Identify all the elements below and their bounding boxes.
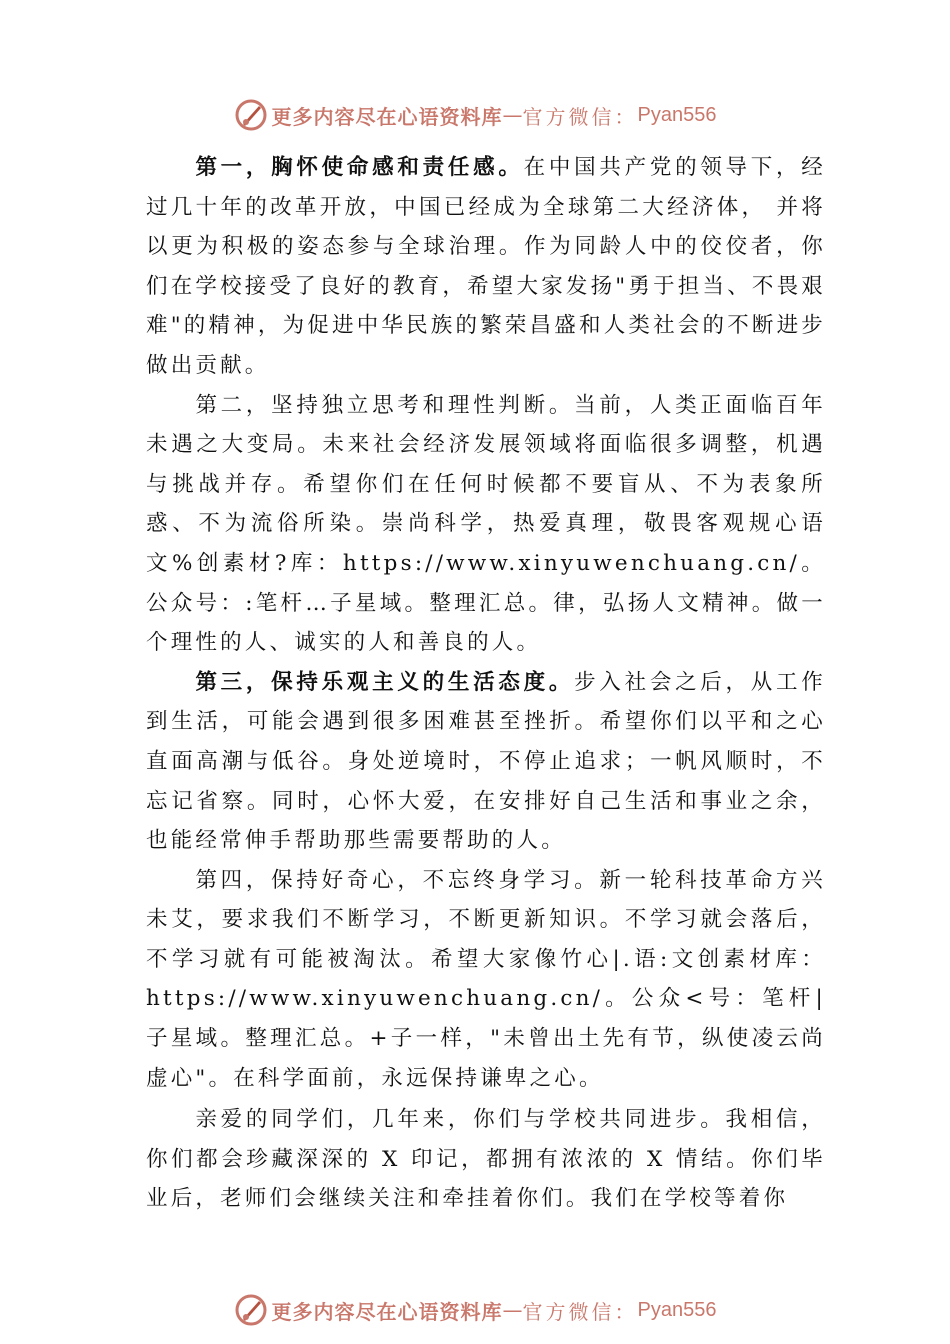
footer-brand: 更多内容尽在心语资料库 (271, 1299, 503, 1324)
paragraph-1-lead: 第一，胸怀使命感和责任感。 (195, 155, 524, 180)
footer-wechat-id: Pyan556 (637, 1298, 717, 1321)
footer-banner (0, 1290, 950, 1330)
brush-logo-icon (234, 98, 268, 132)
header-official-label: 官方微信： (522, 104, 638, 129)
header-wechat-id: Pyan556 (637, 103, 717, 126)
paragraph-4-text: 第四，保持好奇心，不忘终身学习。新一轮科技革命方兴未艾，要求我们不断学习，不断更新知识。不学习就会落后，不学习就有可能被淘汰。希望大家像竹心|.语:文创素材库：https://www.xinyuwenchuang.cn/。公众<号：笔杆|子星域。整理汇总。+子一样，"未曾出土先有节，纵使凌云尚虚心"。在科学面前，永远保持谦卑之心。 (146, 867, 826, 1091)
paragraph-3-lead: 第三，保持乐观主义的生活态度。 (195, 669, 575, 695)
paragraph-1-text: 在中国共产党的领导下，经过几十年的改革开放，中国已经成为全球第二大经济体， 并将以更为积极的姿态参与全球治理。作为同龄人中的佼佼者，你们在学校接受了良好的教育，希望大家发扬"勇于担当、不畏艰难"的精神，为促进中华民族的繁荣昌盛和人类社会的不断进步做出贡献。 (146, 155, 826, 378)
paragraph-2-text: 第二，坚持独立思考和理性判断。当前，人类正面临百年未遇之大变局。未来社会经济发展领域将面临很多调整，机遇与挑战并存。希望你们在任何时候都不要盲从、不为表象所惑、不为流俗所染。崇尚科学，热爱真理，敬畏客观规心语文%创素材?库：https://www.xinyuwenchuang.cn/。公众号：:笔杆…子星域。整理汇总。律，弘扬人文精神。做一个理性的人、诚实的人和善良的人。 (146, 392, 826, 656)
paragraph-1 (146, 148, 826, 386)
footer-separator: — (502, 1298, 523, 1322)
paragraph-5-text: 亲爱的同学们，几年来，你们与学校共同进步。我相信，你们都会珍藏深深的 X 印记，都拥有浓浓的 X 情结。你们毕业后，老师们会继续关注和牵挂着你们。我们在学校等着你 (146, 1107, 826, 1212)
header-banner (0, 95, 950, 135)
header-separator: — (502, 103, 523, 127)
document-body (146, 148, 826, 1219)
paragraph-4 (146, 861, 826, 1099)
brush-logo-icon (234, 1293, 268, 1327)
header-brand: 更多内容尽在心语资料库 (271, 104, 503, 129)
paragraph-2 (146, 386, 826, 663)
paragraph-3-text: 步入社会之后，从工作到生活，可能会遇到很多困难甚至挫折。希望你们以平和之心直面高潮与低谷。身处逆境时，不停止追求；一帆风顺时，不忘记省察。同时，心怀大爱，在安排好自己生活和事业之余，也能经常伸手帮助那些需要帮助的人。 (146, 669, 826, 854)
footer-official-label: 官方微信： (522, 1299, 638, 1324)
paragraph-5 (146, 1100, 826, 1219)
paragraph-3 (146, 663, 826, 861)
